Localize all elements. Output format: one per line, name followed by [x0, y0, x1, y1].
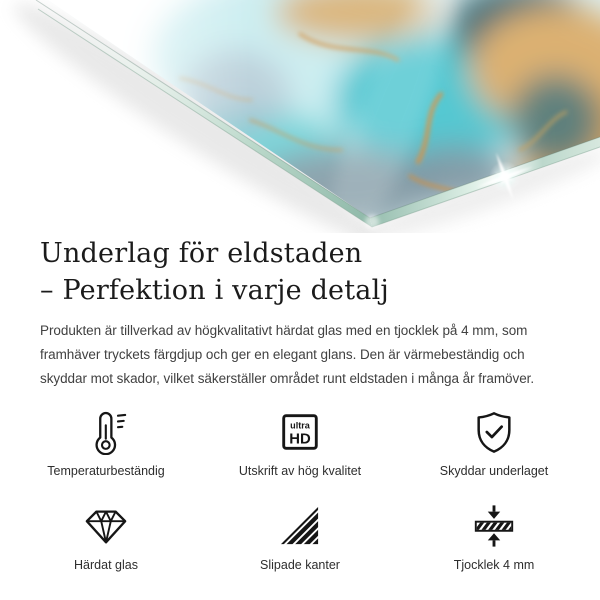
title-line-1: Underlag för eldstaden — [40, 238, 363, 269]
feature-grid — [9, 409, 591, 573]
beveled-edges-icon — [277, 503, 323, 549]
feature-label: Härdat glas — [74, 558, 138, 572]
page-title — [40, 235, 558, 309]
title-line-2: – Perfektion i varje detalj — [40, 275, 389, 306]
svg-text:ultra: ultra — [290, 420, 310, 431]
feature-label: Temperaturbeständig — [47, 464, 165, 478]
feature-polished-edges — [203, 503, 397, 573]
feature-protects-surface — [397, 409, 591, 479]
feature-tempered-glass — [9, 503, 203, 573]
svg-text:HD: HD — [289, 431, 311, 448]
shield-check-icon — [471, 409, 517, 455]
product-description: Produkten är tillverkad av högkvalitativt härdat glas med en tjocklek på 4 mm, som framhäver tryckets färgdjup och ger en elegant glans. Den är värmebeständig och skyddar mot skador, vilket säkerställer området runt eldstaden i många år framöver. — [40, 323, 535, 386]
thickness-icon — [471, 503, 517, 549]
feature-thickness-4mm — [397, 503, 591, 573]
product-description-section — [0, 235, 600, 391]
feature-label: Skyddar underlaget — [439, 464, 549, 478]
feature-label: Utskrift av hög kvalitet — [238, 464, 362, 478]
feature-label: Tjocklek 4 mm — [453, 558, 535, 572]
product-hero-image — [0, 0, 600, 233]
ultra-hd-icon — [277, 409, 323, 455]
feature-label: Slipade kanter — [260, 558, 340, 572]
feature-temperature-resistant — [9, 409, 203, 479]
glass-panel-photo — [0, 0, 600, 233]
diamond-icon — [83, 503, 129, 549]
feature-high-quality-print — [203, 409, 397, 479]
thermometer-icon — [83, 409, 129, 455]
